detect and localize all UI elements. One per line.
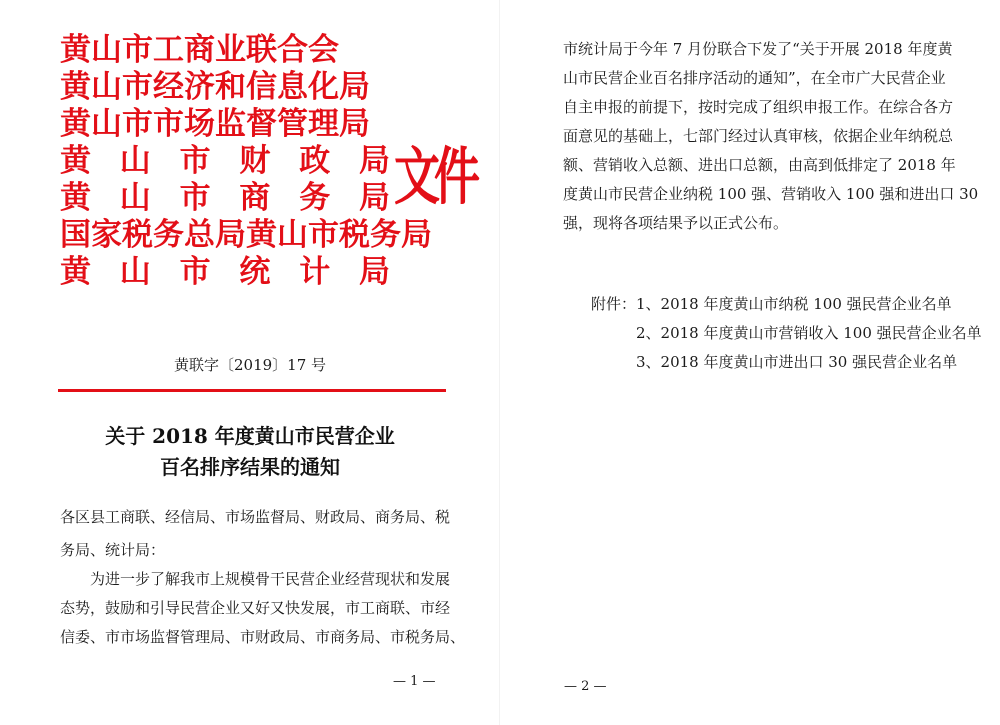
agency-char: 财 [239,143,271,179]
paragraph-line: 为进一步了解我市上规模骨干民营企业经营现状和发展 [90,570,451,588]
agency-char: 统 [239,254,271,290]
agency-char: 市 [179,180,211,216]
attachment-item: 附件：1、2018 年度黄山市纳税 100 强民营企业名单 [591,295,952,313]
document-number: 黄联字〔2019〕17 号 [173,356,327,374]
agency-name: 黄山市经济和信息化局 [60,69,370,105]
paragraph-line: 市统计局于今年 7 月份联合下发了“关于开展 2018 年度黄 [563,40,953,58]
page-number: — 1 — [393,674,436,689]
notice-title [0,421,500,483]
agency-line [60,32,390,69]
agency-char: 市 [179,254,211,290]
paragraph-line: 态势，鼓励和引导民营企业又好又快发展，市工商联、市经 [60,599,451,617]
agency-line [60,254,390,291]
document-marker: 文件 [394,140,474,214]
agency-char: 局 [358,180,390,216]
agency-char: 山 [119,143,151,179]
agency-name: 黄山市市场监督管理局 [60,106,370,142]
agency-line [60,143,390,180]
agency-char: 山 [119,180,151,216]
paragraph-line: 山市民营企业百名排序活动的通知”，在全市广大民营企业 [563,69,946,87]
agency-char: 政 [299,143,331,179]
agency-char: 黄 [60,143,91,179]
paragraph-line: 度黄山市民营企业纳税 100 强、营销收入 100 强和进出口 30 [563,185,979,203]
agency-char: 计 [299,254,331,290]
paragraph-line: 自主申报的前提下，按时完成了组织申报工作。在综合各方 [563,98,954,116]
recipients-line: 各区县工商联、经信局、市场监督局、财政局、商务局、税 [60,508,451,526]
agency-line [60,217,432,254]
agency-char: 黄 [60,254,91,290]
agency-name: 国家税务总局黄山市税务局 [60,217,432,253]
recipients-line: 务局、统计局： [60,541,166,559]
attachment-item: 3、2018 年度黄山市进出口 30 强民营企业名单 [636,353,958,371]
paragraph-line: 强，现将各项结果予以正式公布。 [563,214,789,232]
agency-char: 局 [358,254,390,290]
paragraph-line: 信委、市市场监督管理局、市财政局、市商务局、市税务局、 [60,628,466,646]
attachment-item: 2、2018 年度黄山市营销收入 100 强民营企业名单 [636,324,982,342]
page-number: — 2 — [564,679,607,694]
document-page-2 [500,0,1000,725]
agency-char: 局 [358,143,390,179]
agency-line [60,69,390,106]
issuing-agencies [60,32,432,291]
agency-char: 商 [239,180,271,216]
agency-char: 务 [299,180,331,216]
agency-char: 市 [179,143,211,179]
agency-char: 黄 [60,180,91,216]
title-line: 关于 2018 年度黄山市民营企业 [105,424,395,448]
title-line: 百名排序结果的通知 [160,455,340,479]
agency-name: 黄山市工商业联合会 [60,32,339,68]
paragraph-line: 面意见的基础上，七部门经过认真审核，依据企业年纳税总 [563,127,954,145]
agency-line [60,106,390,143]
agency-line [60,180,390,217]
agency-char: 山 [119,254,151,290]
red-divider-line [58,389,446,392]
paragraph-line: 额、营销收入总额、进出口总额，由高到低排定了 2018 年 [563,156,956,174]
